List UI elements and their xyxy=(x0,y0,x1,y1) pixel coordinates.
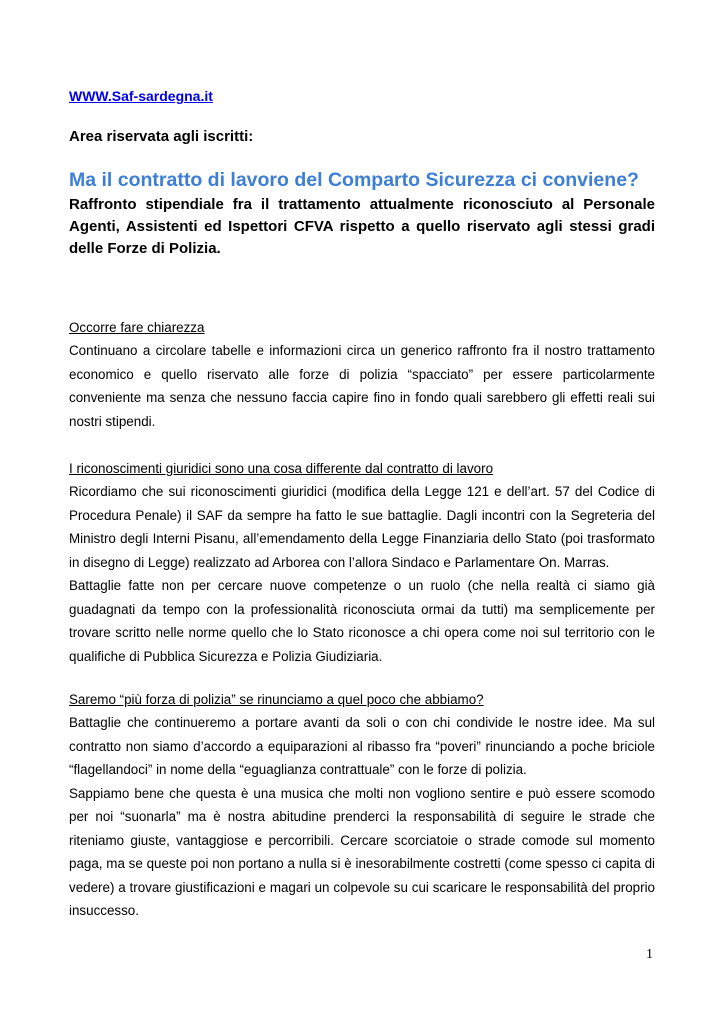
paragraph: Battaglie fatte non per cercare nuove competenze o un ruolo (che nella realtà ci siamo già guadagnati da tempo con la professionalità riconosciuta ormai da tutti) ma semplicemente per trovare scritto nelle norme quello che lo Stato riconosce a chi opera come noi sul territorio con le qualifiche di Pubblica Sicurezza e Polizia Giudiziaria. xyxy=(69,578,655,664)
paragraph: Ricordiamo che sui riconoscimenti giuridici (modifica della Legge 121 e dell’art. 57 del Codice di Procedura Penale) il SAF da sempre ha fatto le sue battaglie. Dagli incontri con la Segreteria del Ministro degli Interni Pisanu, all’emendamento della Legge Finanziaria dello Stato (poi trasformato in disegno di Legge) realizzato ad Arborea con l’allora Sindaco e Parlamentare On. Marras. xyxy=(69,484,655,570)
section-title: Occorre fare chiarezza xyxy=(69,320,205,335)
reserved-area-label: Area riservata agli iscritti: xyxy=(69,128,254,145)
section-title-text: Saremo “più forza di polizia” se rinunciamo a quel poco che abbiamo xyxy=(69,692,477,707)
page-headline: Ma il contratto di lavoro del Comparto Sicurezza ci conviene? xyxy=(69,169,639,191)
section-title-suffix: ? xyxy=(476,692,484,707)
section-forza-polizia xyxy=(69,690,655,923)
page-number: 1 xyxy=(646,947,653,962)
paragraph: Sappiamo bene che questa è una musica che molti non vogliono sentire e può essere scomodo per noi “suonarla” ma è nostra abitudine prenderci la responsabilità di seguire le strade che riteniamo giuste, vantaggiose e percorribili. Cercare scorciatoie o strade comode sul momento paga, ma se queste poi non portano a nulla si è inesorabilmente costretti (come spesso ci capita di vedere) a trovare giustificazioni e magari un colpevole su cui scaricare le responsabilità del proprio insuccesso. xyxy=(69,785,655,918)
paragraph: Battaglie che continueremo a portare avanti da soli o con chi condivide le nostre idee. Ma sul contratto non siamo d’accordo a equiparazioni al ribasso fra “poveri” rinunciando a poche briciole “flagellandoci” in nome della “eguaglianza contrattuale” con le forze di polizia. xyxy=(69,715,655,777)
section-chiarezza xyxy=(69,318,655,433)
section-title xyxy=(69,690,655,710)
website-link[interactable]: WWW.Saf-sardegna.it xyxy=(69,88,213,104)
page-subtitle: Raffronto stipendiale fra il trattamento attualmente riconosciuto al Personale Agenti, Assistenti ed Ispettori CFVA rispetto a quello riservato agli stessi gradi delle Forze di Polizia. xyxy=(69,196,655,257)
section-title: I riconoscimenti giuridici sono una cosa differente dal contratto di lavoro xyxy=(69,461,494,476)
paragraph: Continuano a circolare tabelle e informazioni circa un generico raffronto fra il nostro trattamento economico e quello riservato alle forze di polizia “spacciato” per essere particolarmente conveniente ma senza che nessuno faccia capire fino in fondo quali sarebbero gli effetti reali sui nostri stipendi. xyxy=(69,343,655,429)
section-riconoscimenti xyxy=(69,459,655,668)
